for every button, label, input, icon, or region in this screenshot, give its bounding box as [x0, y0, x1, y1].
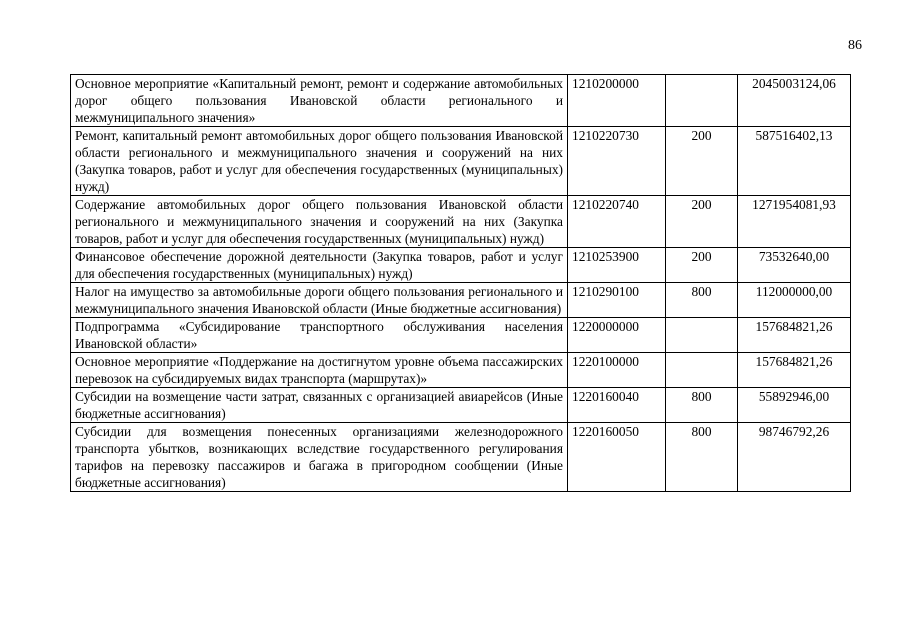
budget-table — [70, 74, 851, 492]
item-name: Основное мероприятие «Поддержание на достигнутом уровне объема пассажирских перевозок на субсидируемых видах транспорта (маршрутах)» — [71, 353, 568, 388]
item-amount: 587516402,13 — [738, 127, 851, 196]
page-number: 86 — [848, 38, 862, 53]
item-name: Содержание автомобильных дорог общего пользования Ивановской области регионального и межмуниципального значения и сооружений на них (Закупка товаров, работ и услуг для обеспечения государственных (муниципальных) нужд) — [71, 196, 568, 248]
expense-type — [666, 353, 738, 388]
item-name: Основное мероприятие «Капитальный ремонт, ремонт и содержание автомобильных дорог общего пользования Ивановской области регионального и межмуниципального значения» — [71, 75, 568, 127]
item-code: 1220000000 — [568, 318, 666, 353]
item-code: 1210220730 — [568, 127, 666, 196]
table-row — [71, 248, 851, 283]
item-code: 1220160050 — [568, 423, 666, 492]
expense-type: 200 — [666, 196, 738, 248]
expense-type — [666, 318, 738, 353]
item-code: 1210200000 — [568, 75, 666, 127]
item-amount: 157684821,26 — [738, 318, 851, 353]
expense-type: 800 — [666, 423, 738, 492]
item-amount: 73532640,00 — [738, 248, 851, 283]
table-row — [71, 388, 851, 423]
table-row — [71, 75, 851, 127]
item-code: 1220160040 — [568, 388, 666, 423]
table-row — [71, 423, 851, 492]
item-code: 1210253900 — [568, 248, 666, 283]
item-code: 1210290100 — [568, 283, 666, 318]
table-row — [71, 318, 851, 353]
item-amount: 98746792,26 — [738, 423, 851, 492]
table-row — [71, 196, 851, 248]
item-amount: 112000000,00 — [738, 283, 851, 318]
item-name: Финансовое обеспечение дорожной деятельности (Закупка товаров, работ и услуг для обеспечения государственных (муниципальных) нужд) — [71, 248, 568, 283]
table-row — [71, 127, 851, 196]
item-code: 1210220740 — [568, 196, 666, 248]
table-row — [71, 353, 851, 388]
item-amount: 2045003124,06 — [738, 75, 851, 127]
budget-table-body — [71, 75, 851, 492]
item-code: 1220100000 — [568, 353, 666, 388]
item-amount: 55892946,00 — [738, 388, 851, 423]
item-name: Ремонт, капитальный ремонт автомобильных дорог общего пользования Ивановской области регионального и межмуниципального значения и сооружений на них (Закупка товаров, работ и услуг для обеспечения государственных (муниципальных) нужд) — [71, 127, 568, 196]
item-amount: 157684821,26 — [738, 353, 851, 388]
expense-type: 200 — [666, 248, 738, 283]
expense-type: 800 — [666, 283, 738, 318]
item-name: Подпрограмма «Субсидирование транспортного обслуживания населения Ивановской области» — [71, 318, 568, 353]
expense-type: 800 — [666, 388, 738, 423]
item-name: Субсидии для возмещения понесенных организациями железнодорожного транспорта убытков, возникающих вследствие государственного регулирования тарифов на перевозку пассажиров и багажа в пригородном сообщении (Иные бюджетные ассигнования) — [71, 423, 568, 492]
item-name: Налог на имущество за автомобильные дороги общего пользования регионального и межмуниципального значения Ивановской области (Иные бюджетные ассигнования) — [71, 283, 568, 318]
expense-type — [666, 75, 738, 127]
item-amount: 1271954081,93 — [738, 196, 851, 248]
table-row — [71, 283, 851, 318]
item-name: Субсидии на возмещение части затрат, связанных с организацией авиарейсов (Иные бюджетные ассигнования) — [71, 388, 568, 423]
expense-type: 200 — [666, 127, 738, 196]
